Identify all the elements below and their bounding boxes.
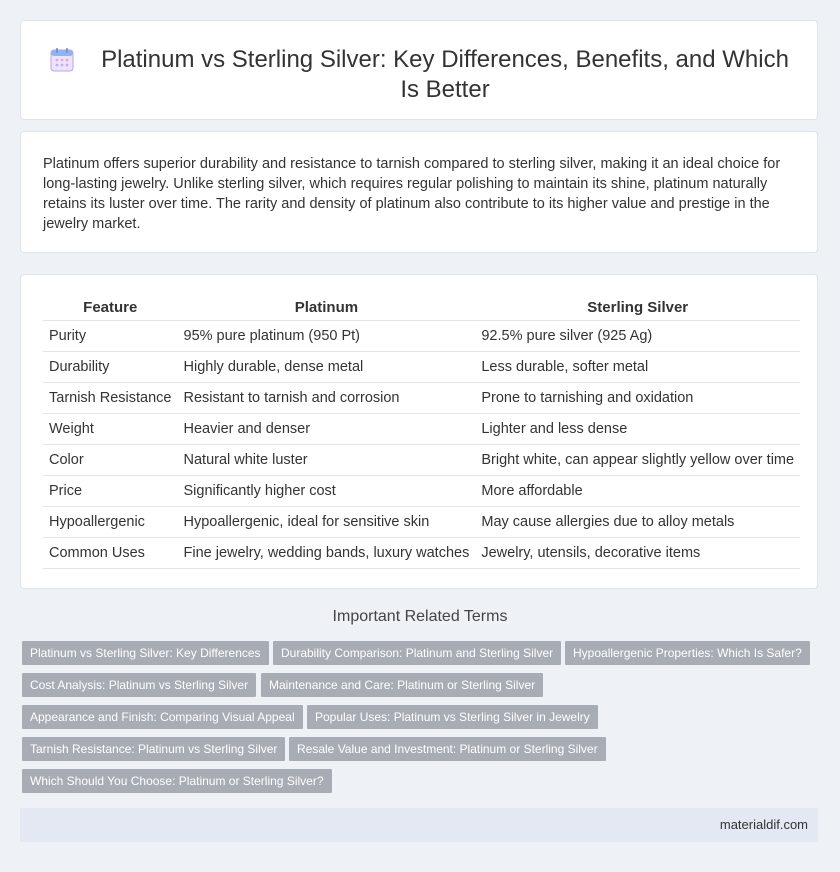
cell-platinum: Natural white luster [178,445,476,476]
table-row [43,507,800,538]
comparison-table [43,295,800,569]
cell-sterling-silver: Lighter and less dense [475,414,800,445]
table-row [43,321,800,352]
footer-site[interactable]: materialdif.com [719,817,808,832]
cell-platinum: Hypoallergenic, ideal for sensitive skin [178,507,476,538]
cell-platinum: Highly durable, dense metal [178,352,476,383]
cell-platinum: Heavier and denser [178,414,476,445]
cell-sterling-silver: 92.5% pure silver (925 Ag) [475,321,800,352]
cell-platinum: 95% pure platinum (950 Pt) [178,321,476,352]
cell-platinum: Fine jewelry, wedding bands, luxury watches [178,538,476,569]
related-term-tag[interactable]: Resale Value and Investment: Platinum or Sterling Silver [289,737,606,761]
cell-feature: Price [43,476,178,507]
cell-feature: Purity [43,321,178,352]
related-terms-title: Important Related Terms [332,608,508,625]
calendar-icon [49,47,75,73]
header-feature: Feature [43,295,178,321]
cell-sterling-silver: Less durable, softer metal [475,352,800,383]
related-term-tag[interactable]: Appearance and Finish: Comparing Visual Appeal [22,705,303,729]
footer [20,808,818,842]
page-title: Platinum vs Sterling Silver: Key Differences, Benefits, and Which Is Better [101,46,789,103]
intro-card [20,131,818,253]
related-term-tag[interactable]: Durability Comparison: Platinum and Sterling Silver [273,641,561,665]
table-row [43,414,800,445]
table-row [43,352,800,383]
cell-platinum: Significantly higher cost [178,476,476,507]
cell-feature: Color [43,445,178,476]
cell-sterling-silver: Jewelry, utensils, decorative items [475,538,800,569]
comparison-table-card [20,274,818,589]
header-platinum: Platinum [178,295,476,321]
cell-sterling-silver: Prone to tarnishing and oxidation [475,383,800,414]
cell-platinum: Resistant to tarnish and corrosion [178,383,476,414]
table-row [43,538,800,569]
related-term-tag[interactable]: Platinum vs Sterling Silver: Key Differences [22,641,269,665]
cell-sterling-silver: More affordable [475,476,800,507]
related-term-tag[interactable]: Popular Uses: Platinum vs Sterling Silver in Jewelry [307,705,598,729]
related-term-tag[interactable]: Tarnish Resistance: Platinum vs Sterling Silver [22,737,285,761]
related-term-tag[interactable]: Which Should You Choose: Platinum or Sterling Silver? [22,769,332,793]
cell-feature: Tarnish Resistance [43,383,178,414]
cell-feature: Common Uses [43,538,178,569]
cell-sterling-silver: May cause allergies due to alloy metals [475,507,800,538]
cell-feature: Weight [43,414,178,445]
related-term-tag[interactable]: Cost Analysis: Platinum vs Sterling Silver [22,673,256,697]
table-row [43,383,800,414]
header-card [20,20,818,120]
table-row [43,445,800,476]
table-header-row [43,295,800,321]
related-term-tag[interactable]: Hypoallergenic Properties: Which Is Safer? [565,641,810,665]
related-term-tag[interactable]: Maintenance and Care: Platinum or Sterling Silver [261,673,543,697]
header-sterling-silver: Sterling Silver [475,295,800,321]
intro-paragraph: Platinum offers superior durability and resistance to tarnish compared to sterling silver, making it an ideal choice for long-lasting jewelry. Unlike sterling silver, which requires regular polishing to maintain its shine, platinum naturally retains its luster over time. The rarity and density of platinum also contribute to its higher value and prestige in the jewelry market. [43,156,781,232]
cell-feature: Durability [43,352,178,383]
cell-feature: Hypoallergenic [43,507,178,538]
cell-sterling-silver: Bright white, can appear slightly yellow over time [475,445,800,476]
table-row [43,476,800,507]
